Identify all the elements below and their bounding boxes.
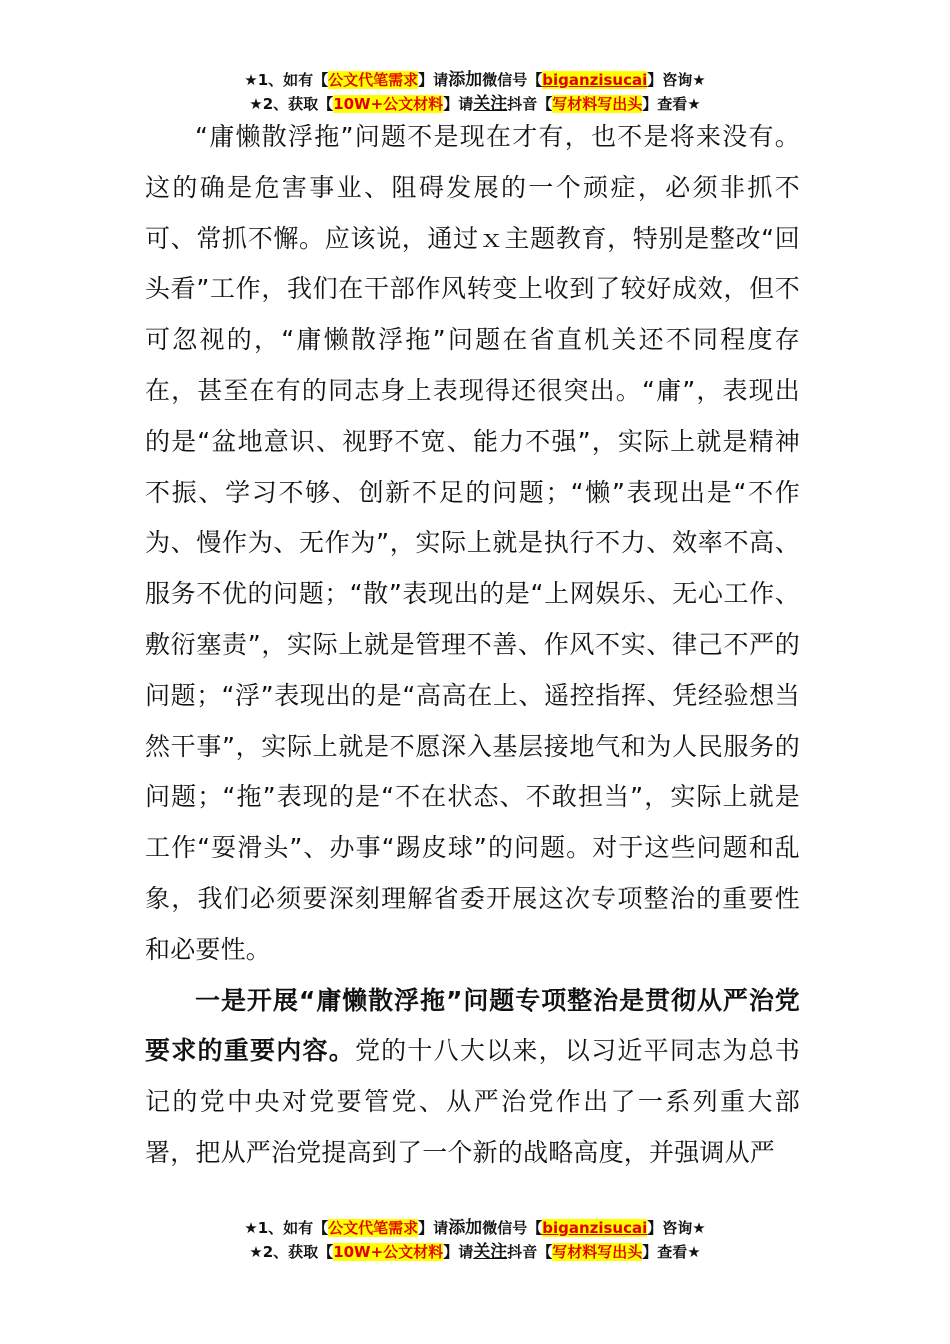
header-notice-line-1 xyxy=(0,68,950,92)
footer-highlight-ghostwriting: 公文代笔需求 xyxy=(328,1219,419,1237)
footer-line1-mid1: 】请 xyxy=(418,1219,449,1237)
footer-highlight-materials: 10W+公文材料 xyxy=(333,1243,444,1261)
header-highlight-douyin: 写材料写出头 xyxy=(552,95,643,113)
footer-line2-suffix: 】查看★ xyxy=(642,1243,701,1261)
header-notice xyxy=(0,68,950,116)
paragraph-2-text: 党的十八大以来，以习近平同志为总书记的党中央对党要管党、从严治党作出了一系列重大部署，把从严治党提高到了一个新的战略高度，并强调从严 xyxy=(145,1036,800,1167)
header-line2-emph: 关注 xyxy=(473,94,508,114)
header-line2-mid2: 抖音【 xyxy=(507,95,553,113)
header-highlight-ghostwriting: 公文代笔需求 xyxy=(328,71,419,89)
header-line1-mid2: 微信号【 xyxy=(482,71,543,89)
paragraph-1: “庸懒散浮拖”问题不是现在才有，也不是将来没有。这的确是危害事业、阻碍发展的一个顽症，必须非抓不可、常抓不懈。应该说，通过ｘ主题教育，特别是整改“回头看”工作，我们在干部作风转变上收到了较好成效，但不可忽视的，“庸懒散浮拖”问题在省直机关还不同程度存在，甚至在有的同志身上表现得还很突出。“庸”，表现出的是“盆地意识、视野不宽、能力不强”，实际上就是精神不振、学习不够、创新不足的问题；“懒”表现出是“不作为、慢作为、无作为”，实际上就是执行不力、效率不高、服务不优的问题；“散”表现出的是“上网娱乐、无心工作、敷衍塞责”，实际上就是管理不善、作风不实、律己不严的问题；“浮”表现出的是“高高在上、遥控指挥、凭经验想当然干事”，实际上就是不愿深入基层接地气和为人民服务的问题；“拖”表现的是“不在状态、不敢担当”，实际上就是工作“耍滑头”、办事“踢皮球”的问题。对于这些问题和乱象，我们必须要深刻理解省委开展这次专项整治的重要性和必要性。 xyxy=(145,122,800,964)
header-highlight-wechat-id: biganzisucai xyxy=(542,71,648,89)
footer-highlight-wechat-id: biganzisucai xyxy=(542,1219,648,1237)
header-line1-suffix: 】咨询★ xyxy=(647,71,706,89)
header-highlight-materials: 10W+公文材料 xyxy=(333,95,444,113)
paragraph-2 xyxy=(145,976,800,1179)
footer-notice xyxy=(0,1216,950,1264)
document-body xyxy=(145,112,800,1179)
footer-line1-emph: 添加 xyxy=(448,1218,483,1238)
footer-notice-line-2 xyxy=(0,1240,950,1264)
footer-line2-emph: 关注 xyxy=(473,1242,508,1262)
header-line1-emph: 添加 xyxy=(448,70,483,90)
footer-notice-line-1 xyxy=(0,1216,950,1240)
header-line1-mid1: 】请 xyxy=(418,71,449,89)
paragraph-2-heading: 一是开展“庸懒散浮拖”问题专项整治是贯彻从严治党要求的重要内容。 xyxy=(145,985,800,1066)
footer-line2-mid2: 抖音【 xyxy=(507,1243,553,1261)
footer-line1-mid2: 微信号【 xyxy=(482,1219,543,1237)
footer-highlight-douyin: 写材料写出头 xyxy=(552,1243,643,1261)
footer-line1-prefix: ★1、如有【 xyxy=(244,1219,329,1237)
header-line2-mid1: 】请 xyxy=(443,95,474,113)
footer-line2-prefix: ★2、获取【 xyxy=(249,1243,334,1261)
header-line2-suffix: 】查看★ xyxy=(642,95,701,113)
header-line2-prefix: ★2、获取【 xyxy=(249,95,334,113)
footer-line2-mid1: 】请 xyxy=(443,1243,474,1261)
footer-line1-suffix: 】咨询★ xyxy=(647,1219,706,1237)
header-line1-prefix: ★1、如有【 xyxy=(244,71,329,89)
